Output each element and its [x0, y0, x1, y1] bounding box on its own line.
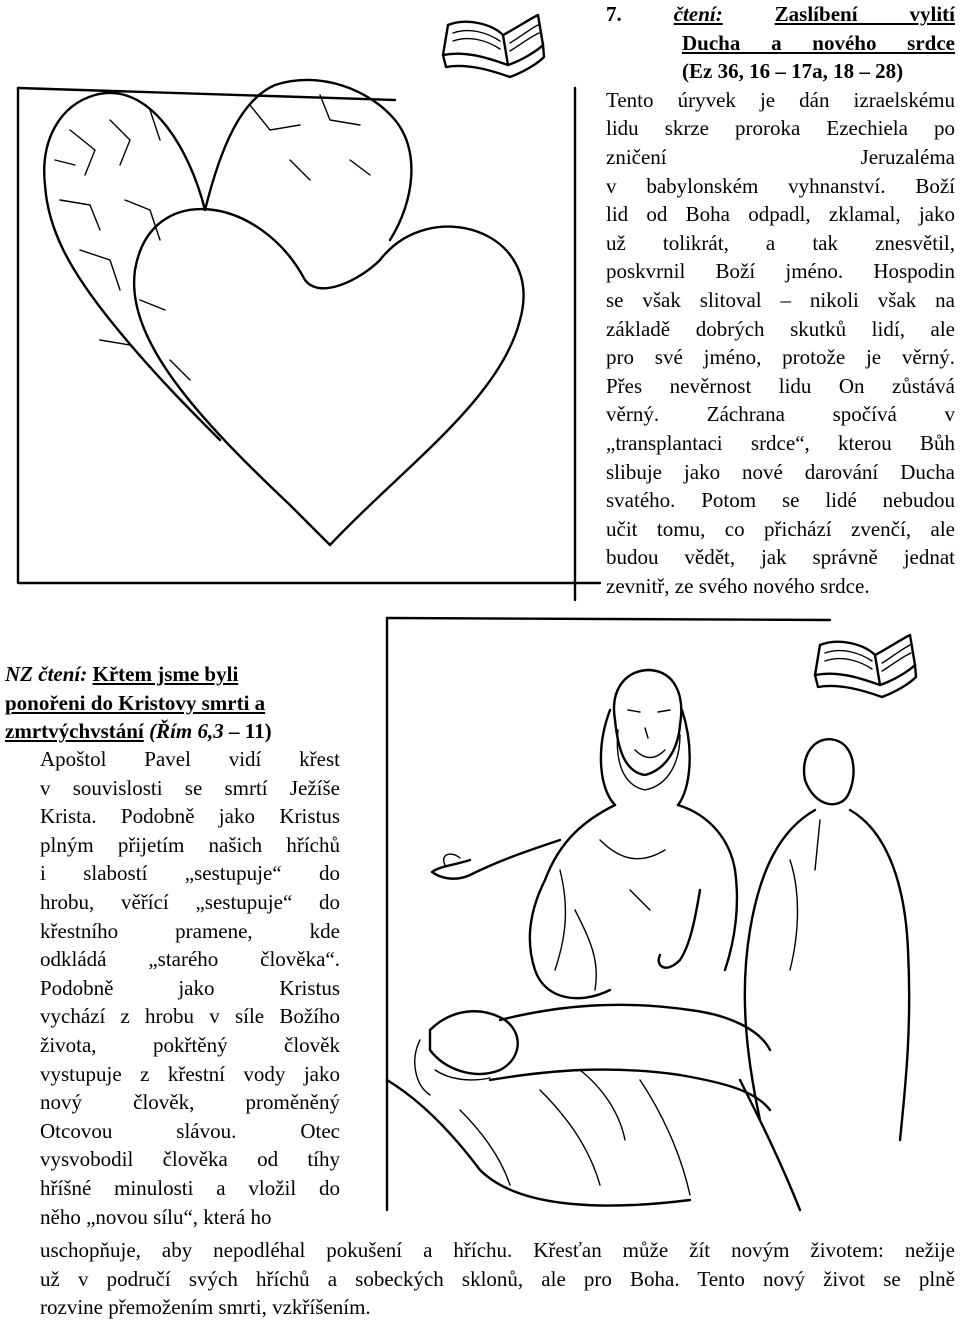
text-line: něho „novou sílu“, která ho — [40, 1204, 272, 1229]
text-line: lidu skrze proroka Ezechiela po — [606, 116, 955, 141]
open-bible-icon — [438, 5, 548, 85]
text-line: Apoštol Pavel vidí křest — [40, 747, 340, 771]
text-line: Tento úryvek je dán izraelskému — [606, 87, 955, 112]
text-line: vychází z hrobu v síle Božího — [40, 1004, 340, 1029]
nz-reading-body — [40, 745, 340, 1231]
text-line: v souvislosti se smrtí Ježíše — [40, 775, 340, 800]
reading-7-label: čtení: — [673, 2, 723, 26]
text-line: křestního pramene, kde — [40, 918, 340, 943]
text-line: se však slitoval – nikoli však na — [606, 287, 955, 312]
text-line: Podobně jako Kristus — [40, 975, 340, 1000]
text-line: života, pokřtěný člověk — [40, 1032, 340, 1057]
reading-7-title: 7. čtení: Zaslíbení vylití — [606, 2, 955, 26]
nz-reading-label: NZ čtení: — [5, 662, 88, 686]
stone-heart-illustration — [0, 0, 600, 600]
text-line: zničení Jeruzaléma — [606, 144, 955, 169]
text-line: hříšné minulosti a vložil do — [40, 1175, 340, 1200]
text-line: Krista. Podobně jako Kristus — [40, 804, 340, 829]
text-line: plným přijetím našich hříchů — [40, 832, 340, 857]
nz-reading-conclusion — [40, 1236, 955, 1322]
text-line: pro své jméno, protože je věrný. — [606, 345, 955, 370]
reading-7-title-2: Ducha a nového srdce — [682, 30, 955, 55]
text-line: už tolikrát, a tak znesvětil, — [606, 230, 955, 255]
text-line: v babylonském vyhnanství. Boží — [606, 173, 955, 198]
text-line: slibuje jako nové darování Ducha — [606, 459, 955, 484]
text-line: lid od Boha odpadl, zklamal, jako — [606, 202, 955, 227]
text-line: učit tomu, co přichází zvenčí, ale — [606, 516, 955, 541]
text-line: svatého. Potom se lidé nebudou — [606, 488, 955, 513]
text-line: odkládá „starého člověka“. — [40, 947, 340, 972]
text-line: poskvrnil Boží jméno. Hospodin — [606, 259, 955, 284]
text-line: vystupuje z křestní vody jako — [40, 1061, 340, 1086]
text-line: věrný. Záchrana spočívá v — [606, 402, 955, 427]
reading-7-reference: (Ez 36, 16 – 17a, 18 – 28) — [682, 59, 904, 84]
text-line: i slabostí „sestupuje“ do — [40, 861, 340, 886]
text-line: Otcovou slávou. Otec — [40, 1118, 340, 1143]
text-line: uschopňuje, aby nepodléhal pokušení a hříchu. Křesťan může žít novým životem: nežije — [40, 1238, 955, 1262]
nz-reading-ref-book: (Řím 6,3 — [149, 719, 224, 744]
nz-reading-title-3: zmrtvýchvstání (Řím 6,3 – 11) — [5, 719, 272, 744]
text-line: vysvobodil člověka od tíhy — [40, 1147, 340, 1172]
text-line: nový člověk, proměněný — [40, 1090, 340, 1115]
text-line: Přes nevěrnost lidu On zůstává — [606, 373, 955, 398]
text-line: základě dobrých skutků lidí, ale — [606, 316, 955, 341]
nz-reading — [5, 660, 345, 746]
text-line: rozvine přemožením smrti, vzkříšením. — [40, 1295, 371, 1320]
text-line: zevnitř, ze svého nového srdce. — [606, 573, 870, 598]
nz-reading-ref-rest: – 11) — [223, 719, 272, 744]
text-line: budou vědět, jak správně jednat — [606, 545, 955, 570]
nz-reading-title-2: ponořeni do Kristovy smrti a — [5, 690, 266, 715]
nz-reading-title: NZ čtení: Křtem jsme byli — [5, 662, 239, 686]
text-line: hrobu, věřící „sestupuje“ do — [40, 889, 340, 914]
text-line: „transplantaci srdce“, kterou Bůh — [606, 430, 955, 455]
reading-7 — [606, 0, 955, 600]
text-line: už v područí svých hříchů a sobeckých sklonů, ale pro Boha. Tento nový život se plně — [40, 1266, 955, 1291]
open-bible-icon — [810, 625, 920, 705]
